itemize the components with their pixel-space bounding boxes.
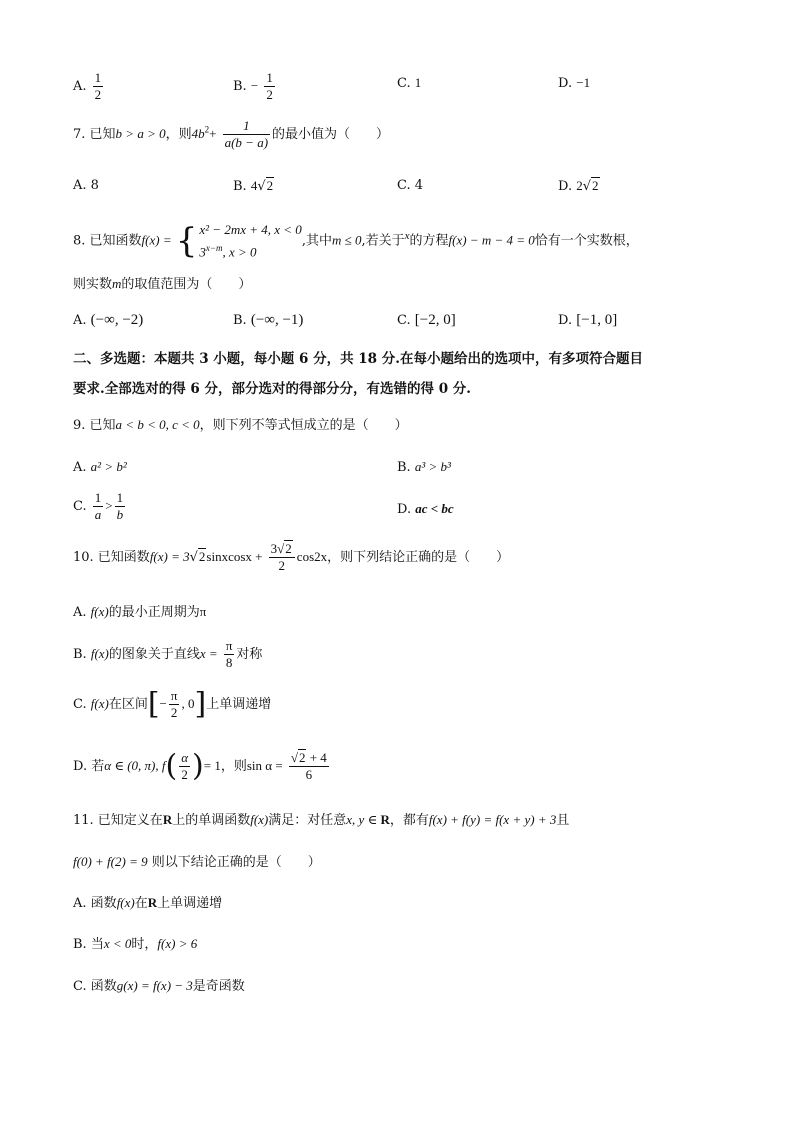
- q10-stem: 10. 已知函数f(x) = 3√2sinxcosx + $\frac{3√2}{2}$ cos2x，则下列结论正确的是（ ）: [73, 541, 510, 573]
- q11-option-c: C. 函数g(x) = f(x) − 3是奇函数: [73, 978, 245, 994]
- q8-option-d: D. [−1, 0]: [558, 312, 618, 328]
- q10-option-d: D. 若α ∈ (0, π), f( $\frac{\alpha}{2}$ )= 1，则sin α = $\frac{√2 + 4}{6}$: [73, 748, 327, 784]
- fraction: $\frac{√2 + 4}{6}$: [290, 750, 327, 782]
- q7-stem: 7. 已知b > a > 0，则$4b^2+$ $\frac{1}{a(b - a)}$ 的最小值为（ ）: [73, 118, 390, 150]
- fraction: $\frac{1}{b}$: [116, 490, 124, 522]
- q11-stem-line2: f(0) + f(2) = 9 则以下结论正确的是（ ）: [73, 854, 321, 870]
- q10-option-c: C. f(x)在区间[− $\frac{\pi}{2}$ , 0]上单调递增: [73, 686, 272, 722]
- fraction: $\frac{3√2}{2}$: [269, 541, 295, 574]
- q8-stem-line2: 则实数m的取值范围为（ ）: [73, 276, 252, 292]
- q7-option-a: A. 8: [73, 178, 99, 193]
- q11-stem: 11. 已知定义在R上的单调函数f(x)满足：对任意x, y ∈ R，都有f(x) + f(y) = f(x + y) + 3且: [73, 812, 570, 828]
- q9-option-d: D. ac < bc: [397, 501, 454, 517]
- q9-option-c: C. $\frac{1}{a}$ > $\frac{1}{b}$: [73, 490, 124, 522]
- q10-option-a: A. f(x)的最小正周期为π: [73, 604, 207, 620]
- q11-option-a: A. 函数f(x)在R上单调递增: [73, 895, 223, 911]
- fraction: $\frac{1}{2}$: [94, 70, 102, 102]
- q7-option-c: C. 4: [397, 178, 424, 193]
- q7-option-b: B. 4√2: [233, 178, 274, 194]
- fraction: $\frac{\pi}{8}$: [225, 638, 233, 670]
- q11-option-b: B. 当x < 0时，f(x) > 6: [73, 936, 198, 952]
- q6-option-d: D. −1: [558, 75, 591, 91]
- q7-option-d: D. 2√2: [558, 178, 599, 194]
- q9-stem: 9. 已知a < b < 0, c < 0，则下列不等式恒成立的是（ ）: [73, 417, 408, 433]
- fraction: $\frac{1}{2}$: [266, 70, 273, 102]
- q8-option-a: A. (−∞, −2): [73, 312, 144, 328]
- section-heading: 二、多选题：本题共 3 小题，每小题 6 分，共 18 分.在每小题给出的选项中，有多项符合题目: [73, 351, 643, 367]
- q8-option-c: C. [−2, 0]: [397, 312, 456, 328]
- piecewise-cases: x² − 2mx + 4, x < 0 $3^{x-m}$, x > 0: [199, 221, 302, 259]
- q8-option-b: B. (−∞, −1): [233, 312, 304, 328]
- q6-option-a: A. $\frac{1}{2}$: [73, 70, 102, 102]
- fraction: $\frac{\pi}{2}$: [170, 688, 178, 720]
- q9-option-a: A. a² > b²: [73, 459, 127, 475]
- q6-option-b: B. − $\frac{1}{2}$: [233, 70, 273, 102]
- q6-option-c: C. 1: [397, 75, 422, 91]
- section-heading-line2: 要求.全部选对的得 6 分，部分选对的得部分分，有选错的得 0 分.: [73, 381, 471, 397]
- left-brace: {: [175, 220, 198, 261]
- q8-stem: 8. 已知函数f(x) = { x² − 2mx + 4, x < 0 $3^{x-m}$, x > 0 ,其中m ≤ 0,若关于$^x$的方程f(x) − m − 4 = 0恰有一个实数根，: [73, 220, 639, 261]
- fraction: $\frac{\alpha}{2}$: [181, 750, 189, 782]
- fraction: $\frac{1}{a(b - a)}$: [224, 118, 269, 150]
- fraction: $\frac{1}{a}$: [94, 490, 102, 522]
- q9-option-b: B. a³ > b³: [397, 459, 451, 475]
- q10-option-b: B. f(x)的图象关于直线x = $\frac{\pi}{8}$ 对称: [73, 638, 263, 670]
